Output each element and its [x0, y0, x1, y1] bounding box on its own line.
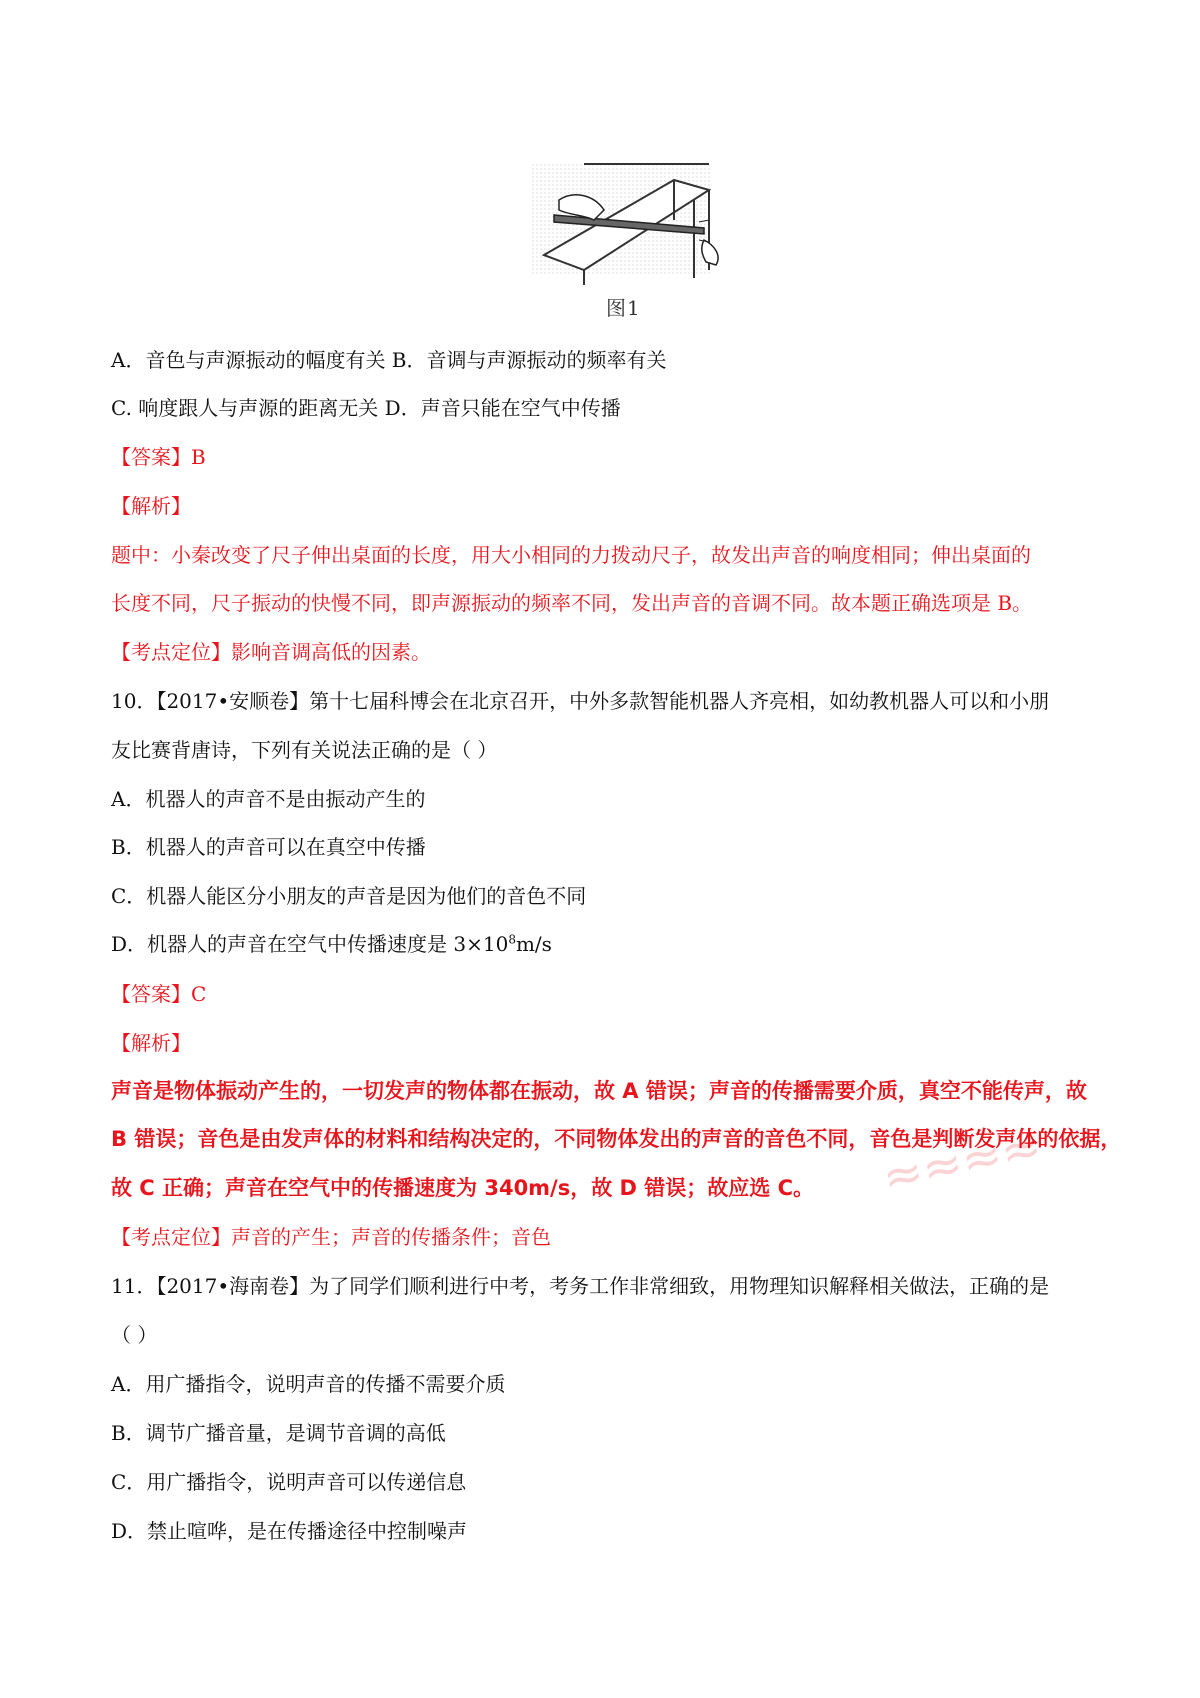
- q9-knowledge-point: [111, 638, 431, 666]
- q10-option-c: C．机器人能区分小朋友的声音是因为他们的音色不同: [111, 884, 587, 908]
- figure-caption: 图1: [606, 296, 641, 320]
- q10-analysis-label: 【解析】: [111, 1031, 191, 1055]
- q11-option-b: B．调节广播音量，是调节音调的高低: [111, 1421, 446, 1445]
- q10-stem-text: 第十七届科博会在北京召开，中外多款智能机器人齐亮相，如幼教机器人可以和小朋: [309, 689, 1050, 713]
- q11-option-d: D．禁止喧哗，是在传播途径中控制噪声: [111, 1519, 468, 1543]
- q11-option-a: A．用广播指令，说明声音的传播不需要介质: [111, 1372, 506, 1396]
- q10-option-d-exponent: 8: [508, 932, 516, 947]
- svg-text:≈≈≈≈: ≈≈≈≈: [877, 1118, 1047, 1207]
- q11-stem-line-2: （ ）: [111, 1323, 158, 1347]
- q10-analysis-line-1: 声音是物体振动产生的，一切发声的物体都在振动，故 A 错误；声音的传播需要介质，真空不能传声，故: [111, 1079, 1087, 1103]
- q9-analysis-label: 【解析】: [111, 494, 191, 518]
- q11-stem-text: 为了同学们顺利进行中考，考务工作非常细致，用物理知识解释相关做法，正确的是: [309, 1274, 1050, 1298]
- q10-stem-line-1: [111, 687, 1049, 715]
- watermark-icon: [870, 1090, 1130, 1210]
- q11-source: 【2017•海南卷】: [156, 1274, 310, 1298]
- q10-number: 10．: [111, 689, 157, 713]
- q10-option-b: B．机器人的声音可以在真空中传播: [111, 835, 426, 859]
- q10-option-d-text: D．机器人的声音在空气中传播速度是 3×10: [111, 932, 509, 956]
- q10-option-a: A．机器人的声音不是由振动产生的: [111, 787, 426, 811]
- q10-analysis-line-3: 故 C 正确；声音在空气中的传播速度为 340m/s，故 D 错误；故应选 C。: [111, 1176, 815, 1200]
- q11-stem-line-1: [111, 1272, 1049, 1300]
- q9-analysis-tag: [111, 492, 191, 520]
- q10-analysis-tag: [111, 1029, 191, 1057]
- q10-kp-text: 声音的产生；声音的传播条件；音色: [231, 1225, 551, 1249]
- q10-stem-line-2: 友比赛背唐诗，下列有关说法正确的是（ ）: [111, 738, 498, 762]
- q11-number: 11．: [111, 1274, 157, 1298]
- q10-source: 【2017•安顺卷】: [156, 689, 310, 713]
- q9-kp-tag: 【考点定位】: [111, 640, 231, 664]
- ruler-on-table-illustration-icon: [524, 160, 724, 290]
- q10-knowledge-point: [111, 1223, 551, 1251]
- q9-answer: [111, 443, 206, 471]
- q10-answer-tag: 【答案】: [111, 982, 191, 1006]
- q9-options-ab: A．音色与声源振动的幅度有关 B．音调与声源振动的频率有关: [111, 348, 667, 372]
- q9-options-cd: C. 响度跟人与声源的距离无关 D．声音只能在空气中传播: [111, 396, 621, 420]
- q9-answer-tag: 【答案】: [111, 445, 191, 469]
- q11-option-c: C．用广播指令，说明声音可以传递信息: [111, 1470, 467, 1494]
- q9-kp-text: 影响音调高低的因素。: [231, 640, 431, 664]
- q10-answer-value: C: [191, 982, 207, 1006]
- q9-answer-value: B: [191, 445, 206, 469]
- q10-kp-tag: 【考点定位】: [111, 1225, 231, 1249]
- q10-option-d: [111, 930, 552, 958]
- q10-option-d-unit: m/s: [515, 932, 552, 956]
- q9-analysis-line-2: 长度不同，尺子振动的快慢不同，即声源振动的频率不同，发出声音的音调不同。故本题正确选项是 B。: [111, 591, 1033, 615]
- q10-answer: [111, 980, 206, 1008]
- q10-analysis-line-2: B 错误；音色是由发声体的材料和结构决定的，不同物体发出的声音的音色不同，音色是判断发声体的依据，: [111, 1127, 1122, 1151]
- q9-analysis-line-1: 题中：小秦改变了尺子伸出桌面的长度，用大小相同的力拨动尺子，故发出声音的响度相同；伸出桌面的: [111, 543, 1031, 567]
